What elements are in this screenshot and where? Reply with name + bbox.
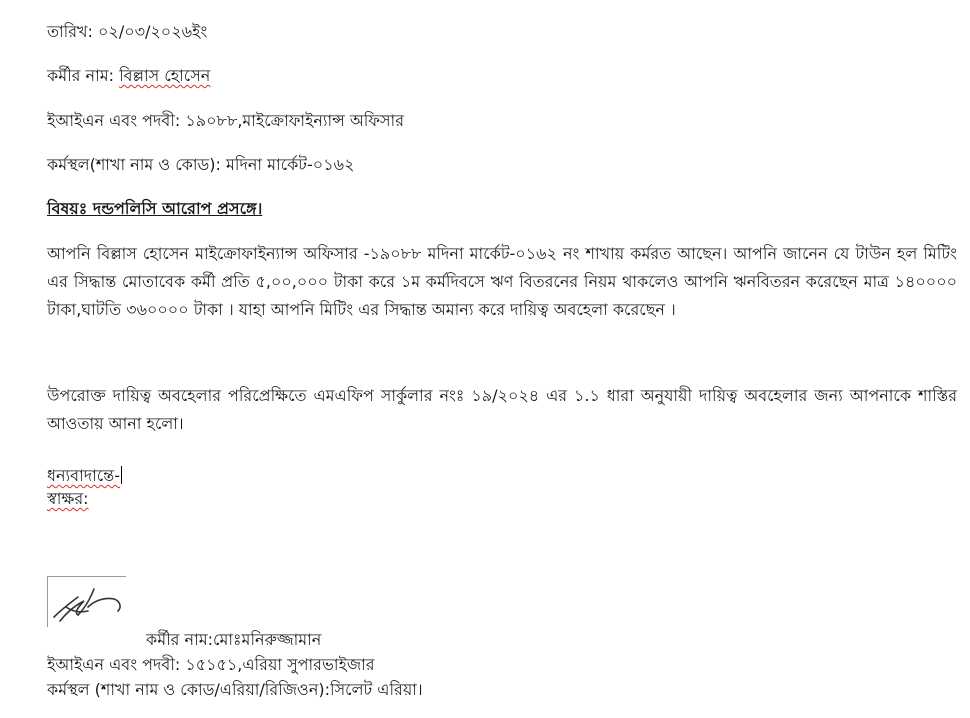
handwritten-signature-icon [48,577,126,627]
signature-image [47,576,126,627]
employee-name-label: কর্মীর নাম: [47,66,120,85]
signatory-workplace: কর্মস্থল (শাখা নাম ও কোড/এরিয়া/রিজিওন):সিলেট এরিয়া। [47,680,423,699]
employee-workplace: কর্মস্থল(শাখা নাম ও কোড): মদিনা মার্কেট-০১৬২ [47,155,355,174]
body-paragraph-1: আপনি বিল্লাস হোসেন মাইক্রোফাইন্যান্স অফিসার -১৯০৮৮ মদিনা মার্কেট-০১৬২ নং শাখায় কর্মরত আছেন। আপনি জানেন যে টাউন হল মিটিং এর সিদ্ধান্ত মোতাবেক কর্মী প্রতি ৫,০০,০০০ টাকা করে ১ম কর্মদিবসে ঋণ বিতরনের নিয়ম থাকলেও আপনি ঋনবিতরন করেছেন মাত্র ১৪০০০০ টাকা,ঘাটতি ৩৬০০০০ টাকা । যাহা আপনি মিটিং এর সিদ্ধান্ত অমান্য করে দায়িত্ব অবহেলা করেছেন । [47,244,957,319]
signature-label-text: স্বাক্ষর: [47,489,89,508]
body-paragraph-2: উপরোক্ত দায়িত্ব অবহেলার পরিপ্রেক্ষিতে এমএফিপ সার্কুলার নংঃ ১৯/২০২৪ এর ১.১ ধারা অনুযায়ী দায়িত্ব অবহেলার জন্য আপনাকে শাস্তির আওতায় আনা হলো। [47,386,957,433]
signatory-name: কর্মীর নাম:মোঃমনিরুজ্জামান [146,630,322,649]
employee-ein-designation: ইআইএন এবং পদবী: ১৯০৮৮,মাইক্রোফাইন্যান্স অফিসার [47,111,405,130]
closing-thanks [47,466,122,486]
employee-name: বিল্লাস হোসেন [119,66,211,85]
subject-line: বিষয়ঃ দন্ডপলিসি আরোপ প্রসঙ্গে। [47,199,263,218]
text-cursor [121,466,122,484]
date-line: তারিখ: ০২/০৩/২০২৬ইং [47,22,208,41]
closing-thanks-text: ধন্যবাদান্তে- [47,466,120,485]
signatory-ein-designation: ইআইএন এবং পদবী: ১৫১৫১,এরিয়া সুপারভাইজার [47,655,375,674]
signature-label [47,489,89,509]
employee-name-line [47,66,210,86]
